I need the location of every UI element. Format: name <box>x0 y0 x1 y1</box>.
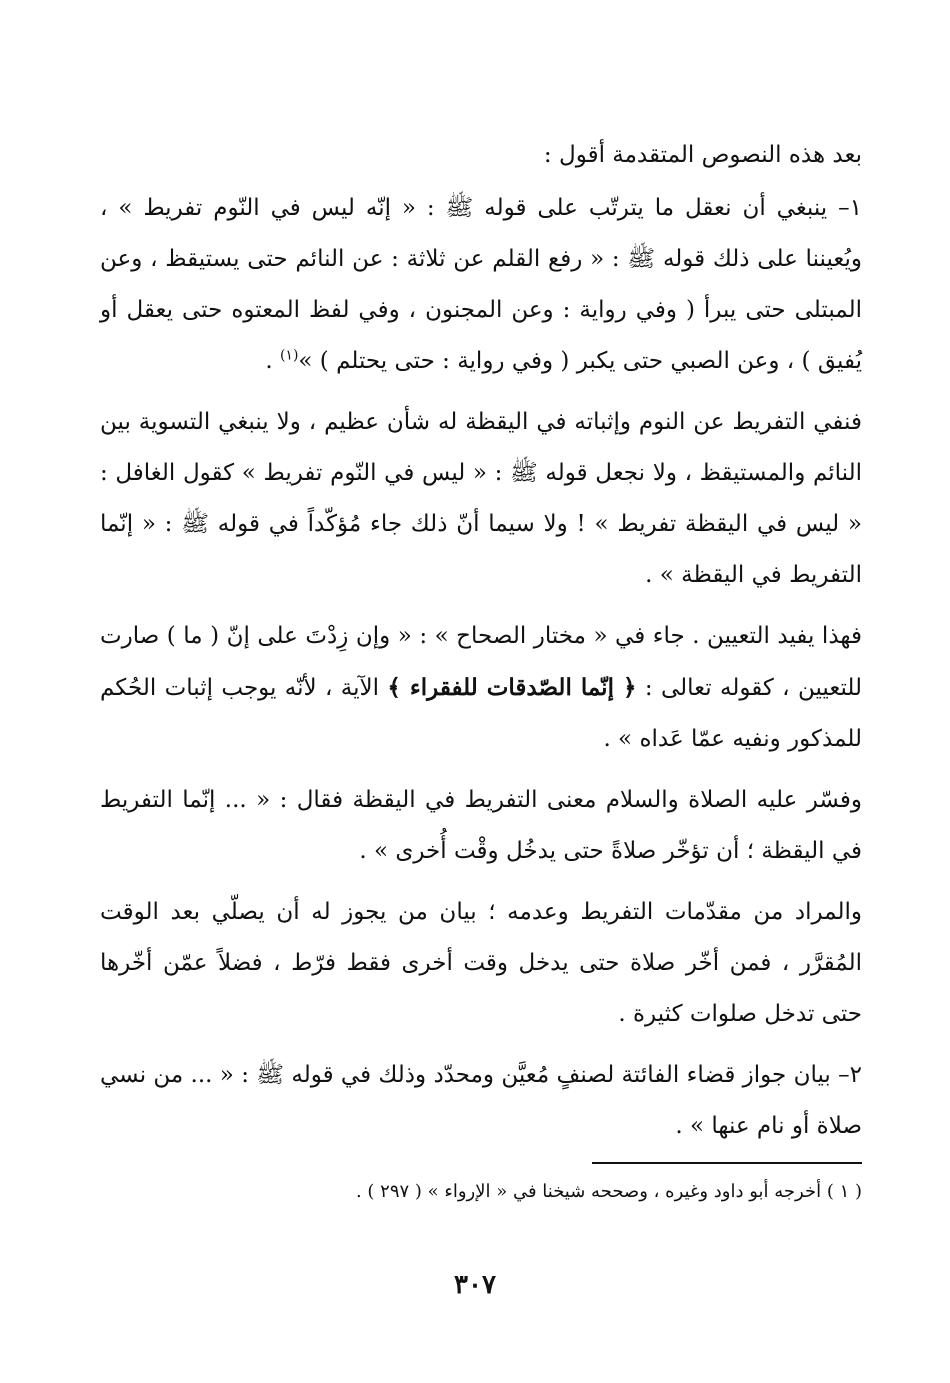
paragraph-3-text: فهذا يفيد التعيين . جاء في « مختار الصحاح » : « وإن زِدْتَ على إنّ ( ما ) صارت للتعيين ، كقوله تعالى : <box>100 623 863 701</box>
paragraph-3 <box>100 611 862 765</box>
footnote-reference: (١) <box>279 347 299 364</box>
quran-verse: ﴿ إنّما الصّدقات للفقراء ﴾ <box>387 674 637 701</box>
paragraph-4: وفسّر عليه الصلاة والسلام معنى التفريط في اليقظة فقال : « ... إنّما التفريط في اليقظة ؛ أن تؤخّر صلاةً حتى يدخُل وقْت أُخرى » . <box>100 787 863 864</box>
paragraph-1-end: . <box>265 348 280 374</box>
paragraph-1-text: ١– ينبغي أن نعقل ما يترتّب على قوله ﷺ : « إنّه ليس في النّوم تفريط » ، ويُعيننا على ذلك قوله ﷺ : « رفع القلم عن ثلاثة : عن النائم حتى يستيقظ ، وعن المبتلى حتى يبرأ ( وفي رواية : وعن المجنون ، وفي لفظ المعتوه حتى يعقل أو يُفيق ) ، وعن الصبي حتى يكبر ( وفي رواية : حتى يحتلم ) » <box>100 195 862 374</box>
paragraph-6: ٢– بيان جواز قضاء الفائتة لصنفٍ مُعيَّن ومحدّد وذلك في قوله ﷺ : « ... من نسي صلاة أو نام عنها » . <box>100 1062 862 1139</box>
footnote: ( ١ ) أخرجه أبو داود وغيره ، وصححه شيخنا في « الإرواء » ( ٢٩٧ ) . <box>355 1181 862 1202</box>
paragraph-2: فنفي التفريط عن النوم وإثباته في اليقظة له شأن عظيم ، ولا ينبغي التسوية بين النائم والمستيقظ ، ولا نجعل قوله ﷺ : « ليس في النّوم تفريط » كقول الغافل : « ليس في اليقظة تفريط » ! ولا سيما أنّ ذلك جاء مُؤكّداً في قوله ﷺ : « إنّما التفريط في اليقظة » . <box>100 409 862 588</box>
paragraph-5: والمراد من مقدّمات التفريط وعدمه ؛ بيان من يجوز له أن يصلّي بعد الوقت المُقرَّر ، فمن أخّر صلاة حتى يدخل وقت أخرى فقط فرّط ، فضلاً عمّن أخّرها حتى تدخل صلوات كثيرة . <box>100 899 862 1027</box>
paragraph-1 <box>100 183 862 387</box>
paragraph-3-end: الآية ، لأنّه يوجب إثبات الحُكم للمذكور ونفيه عمّا عَداه » . <box>100 675 862 752</box>
page-body <box>100 130 862 1310</box>
footnote-divider <box>592 1162 862 1164</box>
page-number: ٣٠٧ <box>454 1270 496 1300</box>
intro-line: بعد هذه النصوص المتقدمة أقول : <box>543 142 862 168</box>
